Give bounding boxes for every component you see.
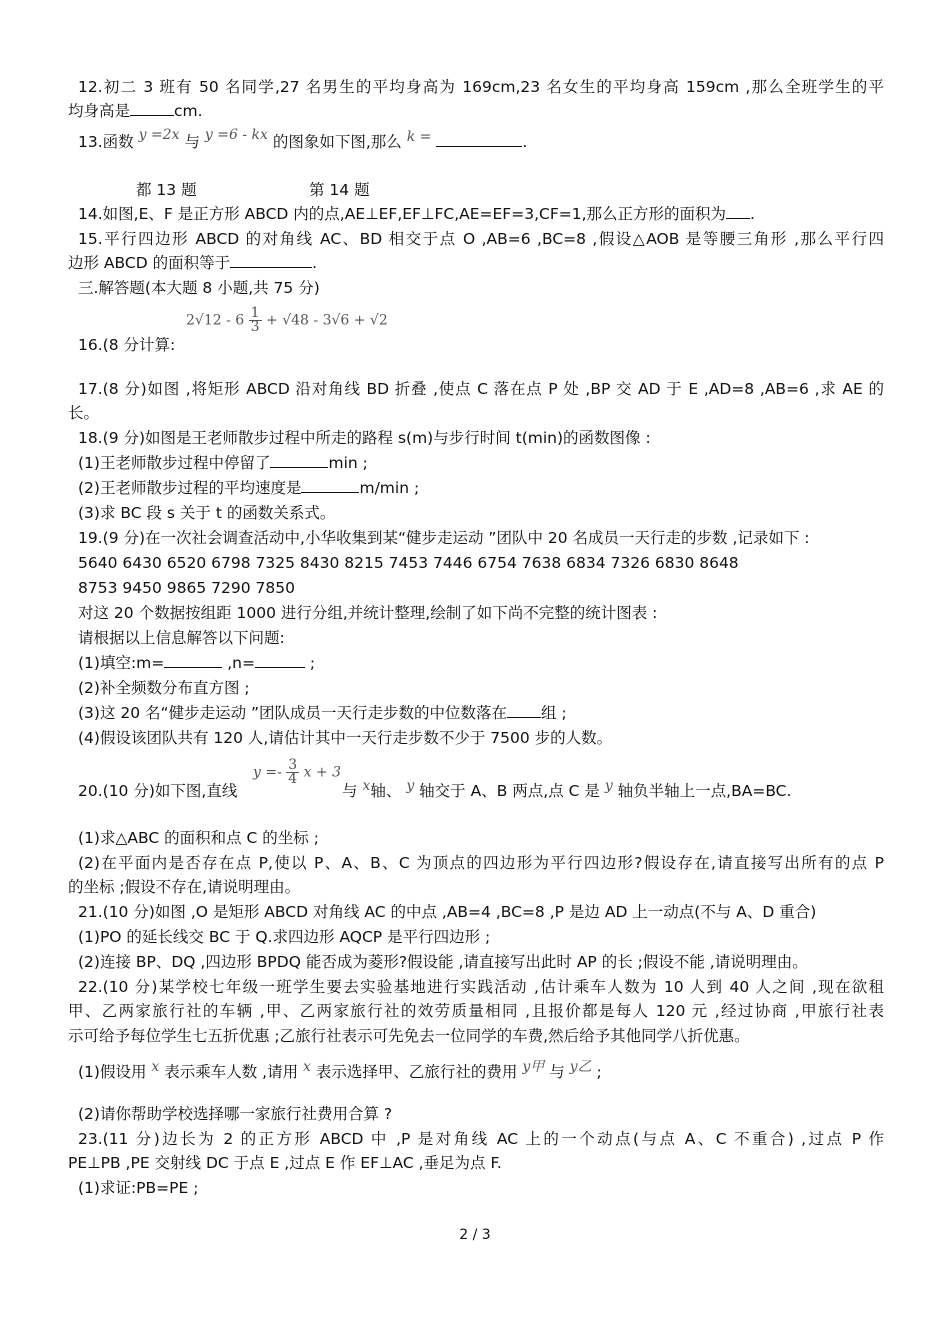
q23-line1: 23.(11 分)边长为 2 的正方形 ABCD 中 ,P 是对角线 AC 上的一个动点(与点 A、C 不重合) ,过点 P 作 [78, 1130, 884, 1148]
q20-part2-line1: (2)在平面内是否存在点 P,使以 P、A、B、C 为顶点的四边形为平行四边形?假设存在,请直接写出所有的点 P [78, 854, 884, 872]
figure-14-caption: 第 14 题 [309, 181, 370, 199]
q15-line2 [68, 252, 317, 274]
q16-fraction [249, 307, 262, 334]
q12-line1: 12.初二 3 班有 50 名同学,27 名男生的平均身高为 169cm,23 名女生的平均身高 159cm ,那么全班学生的平 [78, 78, 885, 96]
q22-part1-b: 表示乘车人数 ,请用 [164, 1063, 299, 1081]
q22-x-var: x [151, 1059, 160, 1075]
q22-line2: 甲、乙两家旅行社的车辆 ,甲、乙两家旅行社的效劳质量相同 ,且报价都是每人 120 元 ,经过协商 ,甲旅行社表 [68, 1002, 884, 1020]
q13-mid: 与 [184, 133, 200, 151]
q15-line1: 15.平行四边形 ABCD 的对角线 AC、BD 相交于点 O ,AB=6 ,BC=8 ,假设△AOB 是等腰三角形 ,那么平行四 [78, 230, 884, 248]
answer-blank [270, 453, 328, 468]
answer-blank [301, 478, 359, 493]
q20-y-var2: y [604, 778, 613, 794]
figure-13-caption: 都 13 题 [136, 181, 197, 199]
q18-part2 [78, 477, 419, 499]
q20-mid2: 轴、 [370, 782, 402, 800]
q22-line1: 22.(10 分)某学校七年级一班学生要去实验基地进行实践活动 ,估计乘车人数为 10 人到 40 人之间 ,现在欲租 [78, 978, 884, 996]
q18-intro: 18.(9 分)如图是王老师散步过程中所走的路程 s(m)与步行时间 t(min)的函数图像 : [78, 429, 651, 447]
answer-blank [726, 204, 750, 219]
q16-expr-a: 2√12 - 6 [186, 312, 245, 329]
q19-part1-n: ,n= [227, 654, 255, 672]
q13-end: . [522, 133, 528, 151]
answer-blank [164, 653, 222, 668]
answer-blank [255, 653, 305, 668]
q22-line3: 示可给予每位学生七五折优惠 ;乙旅行社表示可先免去一位同学的车费,然后给予其他同学八折优惠。 [68, 1027, 750, 1045]
q19-note: 对这 20 个数据按组距 1000 进行分组,并统计整理,绘制了如下尚不完整的统计图表 : [78, 604, 658, 622]
q17-line2: 长。 [68, 404, 100, 422]
q20-y-var: y [406, 778, 415, 794]
q20-fraction [286, 759, 299, 786]
q16-expression [186, 307, 388, 334]
q22-part1-c: 表示选择甲、乙旅行社的费用 [315, 1063, 518, 1081]
q16-frac-num: 1 [250, 305, 260, 321]
q12-text: 均身高是 [68, 102, 131, 120]
q18-part1-text: (1)王老师散步过程中停留了 [78, 454, 271, 472]
q22-x-var2: x [303, 1059, 311, 1075]
answer-blank [230, 253, 312, 268]
q19-data-row1: 5640 6430 6520 6798 7325 8430 8215 7453 7446 6754 7638 6834 7326 6830 8648 [78, 554, 739, 572]
q19-part1 [78, 652, 315, 674]
q22-part1 [78, 1061, 602, 1084]
q19-part3 [78, 702, 567, 724]
q22-part1-d: 与 [549, 1063, 565, 1081]
q14-line [78, 203, 755, 225]
q20-intro-left: 20.(10 分)如下图,直线 [78, 782, 238, 800]
answer-blank [130, 101, 174, 116]
q19-part1-m: (1)填空:m= [78, 654, 165, 672]
q13-suffix: 的图象如下图,那么 [272, 133, 402, 151]
q13-k: k = [406, 129, 432, 145]
q13-line [78, 127, 528, 154]
q19-intro: 19.(9 分)在一次社会调查活动中,小华收集到某“健步走运动 ”团队中 20 名成员一天行走的步数 ,记录如下 : [78, 529, 810, 547]
q20-suffix: 轴负半轴上一点,BA=BC. [617, 782, 792, 800]
q18-part1 [78, 452, 368, 474]
q20-eq-rhs: x + 3 [303, 764, 342, 781]
q20-mid1: 与 [342, 782, 358, 800]
q13-prefix: 13.函数 [78, 133, 134, 151]
q18-part2-unit: m/min ; [359, 479, 420, 497]
q15-text: 边形 ABCD 的面积等于 [68, 254, 231, 272]
q14-end: . [750, 205, 755, 223]
answer-blank [507, 703, 541, 718]
q22-y-yi: y乙 [569, 1059, 592, 1075]
q20-equation [253, 759, 341, 786]
q19-part2: (2)补全频数分布直方图 ; [78, 679, 250, 697]
q20-frac-den: 4 [288, 771, 298, 787]
q19-part3-end: 组 ; [541, 704, 567, 722]
q21-intro: 21.(10 分)如图 ,O 是矩形 ABCD 对角线 AC 的中点 ,AB=4 ,BC=8 ,P 是边 AD 上一动点(不与 A、D 重合) [78, 903, 817, 921]
q18-part1-unit: min ; [328, 454, 368, 472]
q20-intro-right [342, 780, 791, 803]
answer-blank [436, 132, 522, 147]
q22-part1-a: (1)假设用 [78, 1063, 147, 1081]
q22-part2: (2)请你帮助学校选择哪一家旅行社费用合算 ? [78, 1105, 393, 1123]
q19-part3-text: (3)这 20 名“健步走运动 ”团队成员一天行走步数的中位数落在 [78, 704, 508, 722]
q20-eq-lhs: y =- [253, 764, 282, 781]
q18-part3: (3)求 BC 段 s 关于 t 的函数关系式。 [78, 504, 336, 522]
q23-line2: PE⊥PB ,PE 交射线 DC 于点 E ,过点 E 作 EF⊥AC ,垂足为点 F. [68, 1154, 502, 1172]
page-number: 2 / 3 [459, 1227, 491, 1243]
q13-func2: y =6 - kx [204, 127, 268, 143]
q19-data-row2: 8753 9450 9865 7290 7850 [78, 579, 295, 597]
q20-x-var: x [362, 778, 371, 794]
q22-part1-end: ; [596, 1063, 602, 1081]
q23-part1: (1)求证:PB=PE ; [78, 1179, 199, 1197]
q19-part4: (4)假设该团队共有 120 人,请估计其中一天行走步数不少于 7500 步的人数。 [78, 729, 613, 747]
q20-frac-num: 3 [288, 757, 298, 773]
q22-y-jia: y甲 [522, 1059, 545, 1075]
q16-label: 16.(8 分计算: [78, 336, 176, 354]
q20-part1: (1)求△ABC 的面积和点 C 的坐标 ; [78, 829, 319, 847]
q19-part1-end: ; [309, 654, 316, 672]
q16-expr-b: + √48 - 3√6 + √2 [266, 312, 388, 329]
q19-ask: 请根据以上信息解答以下问题: [78, 629, 285, 647]
q17-line1: 17.(8 分)如图 ,将矩形 ABCD 沿对角线 BD 折叠 ,使点 C 落在点 P 处 ,BP 交 AD 于 E ,AD=8 ,AB=6 ,求 AE 的 [78, 380, 884, 398]
q15-end: . [312, 254, 318, 272]
q12-unit: cm. [174, 102, 203, 120]
q13-func1: y =2x [138, 127, 180, 143]
q12-line2 [68, 100, 203, 122]
q18-part2-text: (2)王老师散步过程的平均速度是 [78, 479, 302, 497]
q14-text: 14.如图,E、F 是正方形 ABCD 内的点,AE⊥EF,EF⊥FC,AE=EF=3,CF=1,那么正方形的面积为 [78, 205, 727, 223]
q21-part2: (2)连接 BP、DQ ,四边形 BPDQ 能否成为菱形?假设能 ,请直接写出此时 AP 的长 ;假设不能 ,请说明理由。 [78, 953, 808, 971]
q21-part1: (1)PO 的延长线交 BC 于 Q.求四边形 AQCP 是平行四边形 ; [78, 928, 491, 946]
q20-mid3: 轴交于 A、B 两点,点 C 是 [419, 782, 600, 800]
q20-part2-line2: 的坐标 ;假设不存在,请说明理由。 [68, 878, 301, 896]
section-heading: 三.解答题(本大题 8 小题,共 75 分) [78, 279, 320, 297]
q16-frac-den: 3 [250, 319, 260, 335]
